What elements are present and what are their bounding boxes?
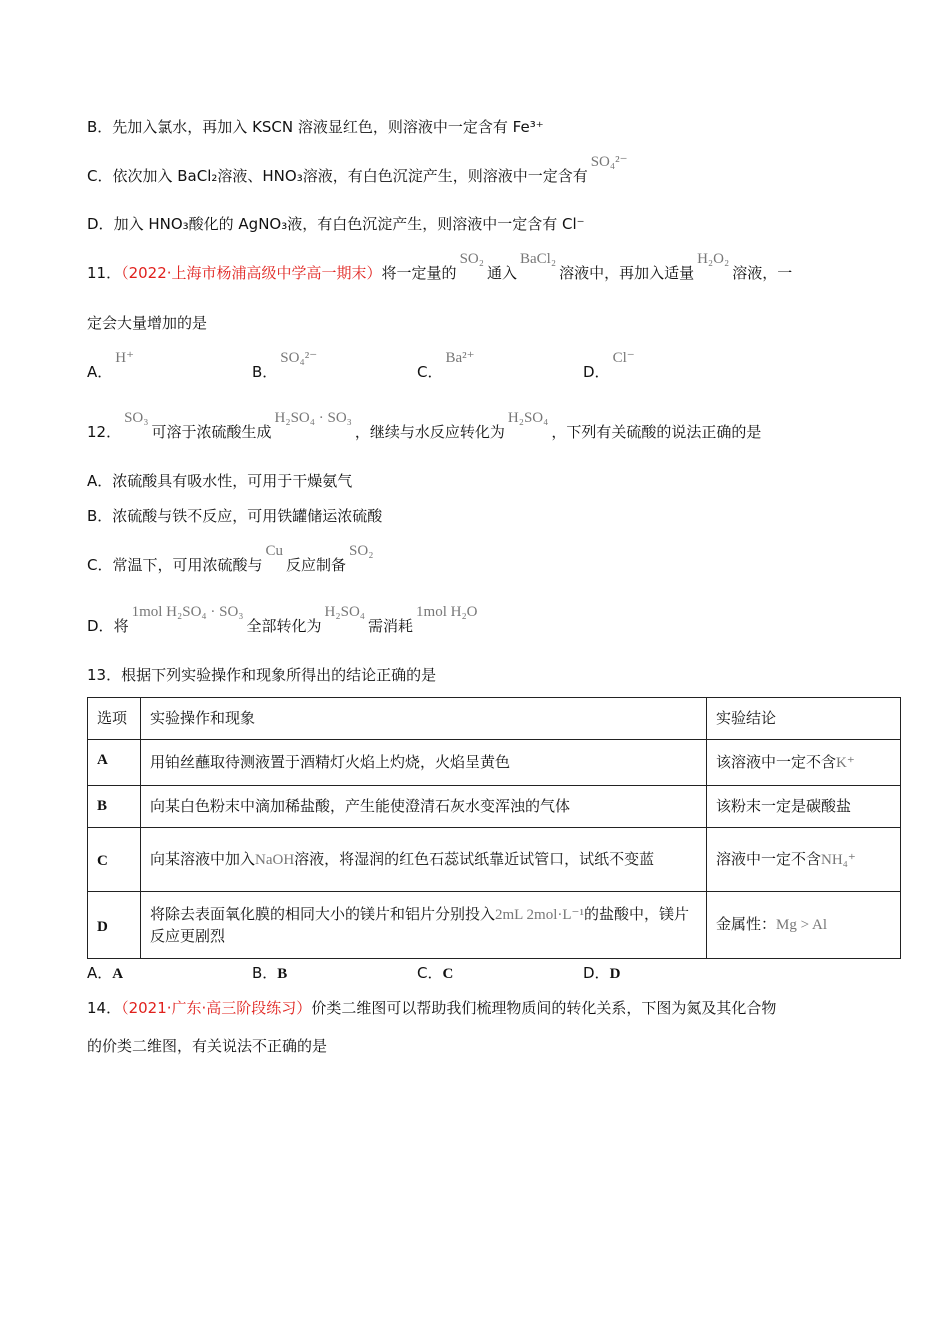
row-key: A <box>88 740 141 786</box>
option-text: 浓硫酸具有吸水性，可用于干燥氨气 <box>112 472 353 490</box>
row-key: C <box>88 828 141 892</box>
option-label: B． <box>252 964 278 982</box>
q11-option-a <box>87 350 137 382</box>
q13-option-d <box>583 962 620 983</box>
option-value: A <box>112 966 124 982</box>
formula: BaCl₂ <box>519 251 557 267</box>
option-label: D． <box>87 215 114 233</box>
operation-text: 的盐酸中，镁片反应更剧烈 <box>150 904 689 945</box>
q12-option-a <box>87 471 352 491</box>
formula: H₂SO₄ <box>507 410 549 426</box>
stem-text: ，继续与水反应转化为 <box>354 423 505 441</box>
option-label: C． <box>417 363 443 381</box>
row-operation: 用铂丝蘸取待测液置于酒精灯火焰上灼烧，火焰呈黄色 <box>141 740 707 786</box>
option-text: 全部转化为 <box>246 617 322 635</box>
table-row <box>88 828 901 892</box>
q10-option-b <box>87 117 544 137</box>
header-cell: 实验操作和现象 <box>141 698 707 740</box>
option-text: 需消耗 <box>368 617 414 635</box>
question-number: 12． <box>87 423 122 441</box>
q11-stem-continued: 定会大量增加的是 <box>87 314 208 332</box>
table-header-row <box>88 698 901 740</box>
q11-option-c <box>417 350 478 382</box>
formula: SO₃ <box>124 410 149 426</box>
row-key: D <box>88 892 141 959</box>
option-label: D． <box>583 363 610 381</box>
formula: Cl⁻ <box>612 350 635 366</box>
q12-stem <box>87 410 762 443</box>
formula: Ba²⁺ <box>445 350 475 366</box>
stem-text: 通入 <box>486 264 517 282</box>
option-text: 先加入氯水，再加入 KSCN 溶液显红色，则溶液中一定含有 Fe³⁺ <box>112 118 544 136</box>
q13-table <box>87 697 901 959</box>
option-value: B <box>277 966 288 982</box>
q11-option-b <box>252 350 320 382</box>
conclusion-text: 溶液中一定不含 <box>716 849 822 868</box>
option-text: 依次加入 BaCl₂溶液、HNO₃溶液，有白色沉淀产生，则溶液中一定含有 <box>112 167 588 185</box>
q13-option-a <box>87 962 123 983</box>
option-text: 将 <box>113 617 129 635</box>
stem-text: ，下列有关硫酸的说法正确的是 <box>551 423 762 441</box>
question-source: （2021·广东·高三阶段练习） <box>121 999 312 1017</box>
row-key: B <box>88 786 141 828</box>
formula: Mg > Al <box>776 917 827 933</box>
option-label: B． <box>252 363 278 381</box>
formula: H₂O₂ <box>697 251 730 267</box>
formula: 2mL 2mol·L⁻¹ <box>495 906 584 923</box>
row-operation <box>141 828 707 892</box>
stem-text: 将一定量的 <box>381 264 457 282</box>
conclusion-text: 该溶液中一定不含 <box>716 752 837 771</box>
stem-text: 溶液中，再加入适量 <box>559 264 695 282</box>
formula: SO₂ <box>349 543 374 559</box>
stem-text: 价类二维图可以帮助我们梳理物质间的转化关系，下图为氮及其化合物 <box>311 999 777 1017</box>
formula: 1mol H₂SO₄ · SO₃ <box>131 604 244 620</box>
table-row <box>88 786 901 828</box>
formula: NaOH <box>255 851 295 868</box>
operation-text: 将除去表面氧化膜的相同大小的镁片和铝片分别投入 <box>150 904 496 923</box>
formula: SO₄²⁻ <box>590 154 628 170</box>
q12-option-b <box>87 506 382 526</box>
option-value: D <box>609 966 621 982</box>
table-row <box>88 740 901 786</box>
option-label: B． <box>87 118 113 136</box>
table-row <box>88 892 901 959</box>
q14-stem <box>87 998 776 1018</box>
option-label: D． <box>87 617 114 635</box>
option-text: 浓硫酸与铁不反应，可用铁罐储运浓硫酸 <box>112 507 383 525</box>
header-cell: 实验结论 <box>707 698 901 740</box>
q13-option-b <box>252 962 287 983</box>
q12-option-c <box>87 543 376 576</box>
row-operation <box>141 892 707 959</box>
formula: Cu <box>265 543 284 559</box>
q11-stem <box>87 251 793 284</box>
stem-text: 可溶于浓硫酸生成 <box>151 423 272 441</box>
row-conclusion <box>707 892 901 959</box>
q13-option-c <box>417 962 453 983</box>
q14-stem-continued: 的价类二维图，有关说法不正确的是 <box>87 1037 328 1055</box>
operation-text: 向某溶液中加入 <box>150 849 256 868</box>
option-label: C． <box>87 167 113 185</box>
formula: 1mol H₂O <box>416 604 478 620</box>
option-label: C． <box>87 556 113 574</box>
option-label: B． <box>87 507 113 525</box>
question-number: 14． <box>87 999 122 1017</box>
row-conclusion: 该粉末一定是碳酸盐 <box>707 786 901 828</box>
formula: H⁺ <box>115 350 135 366</box>
row-operation: 向某白色粉末中滴加稀盐酸，产生能使澄清石灰水变浑浊的气体 <box>141 786 707 828</box>
formula: SO₄²⁻ <box>280 350 318 366</box>
option-label: A． <box>87 363 113 381</box>
question-number: 11． <box>87 264 122 282</box>
option-label: D． <box>583 964 610 982</box>
q10-option-d <box>87 214 585 234</box>
option-value: C <box>442 966 454 982</box>
option-label: A． <box>87 472 113 490</box>
formula: H₂SO₄ · SO₃ <box>274 410 352 426</box>
question-source: （2022·上海市杨浦高级中学高一期末） <box>121 264 382 282</box>
q12-option-d <box>87 604 481 637</box>
formula: SO₂ <box>459 251 484 267</box>
row-conclusion <box>707 740 901 786</box>
formula: NH₄⁺ <box>821 851 856 868</box>
q13-stem: 13．根据下列实验操作和现象所得出的结论正确的是 <box>87 666 437 684</box>
operation-text: 溶液，将湿润的红色石蕊试纸靠近试管口，试纸不变蓝 <box>294 849 655 868</box>
option-label: A． <box>87 964 113 982</box>
formula: H₂SO₄ <box>324 604 366 620</box>
row-conclusion <box>707 828 901 892</box>
formula: K⁺ <box>836 754 855 771</box>
option-text: 常温下，可用浓硫酸与 <box>112 556 263 574</box>
option-text: 加入 HNO₃酸化的 AgNO₃液，有白色沉淀产生，则溶液中一定含有 Cl⁻ <box>113 215 585 233</box>
conclusion-text: 金属性： <box>716 915 777 933</box>
option-label: C． <box>417 964 443 982</box>
q11-option-d <box>583 350 638 382</box>
option-text: 反应制备 <box>286 556 347 574</box>
header-cell: 选项 <box>88 698 141 740</box>
q10-option-c <box>87 154 631 187</box>
stem-text: 溶液，一 <box>732 264 793 282</box>
